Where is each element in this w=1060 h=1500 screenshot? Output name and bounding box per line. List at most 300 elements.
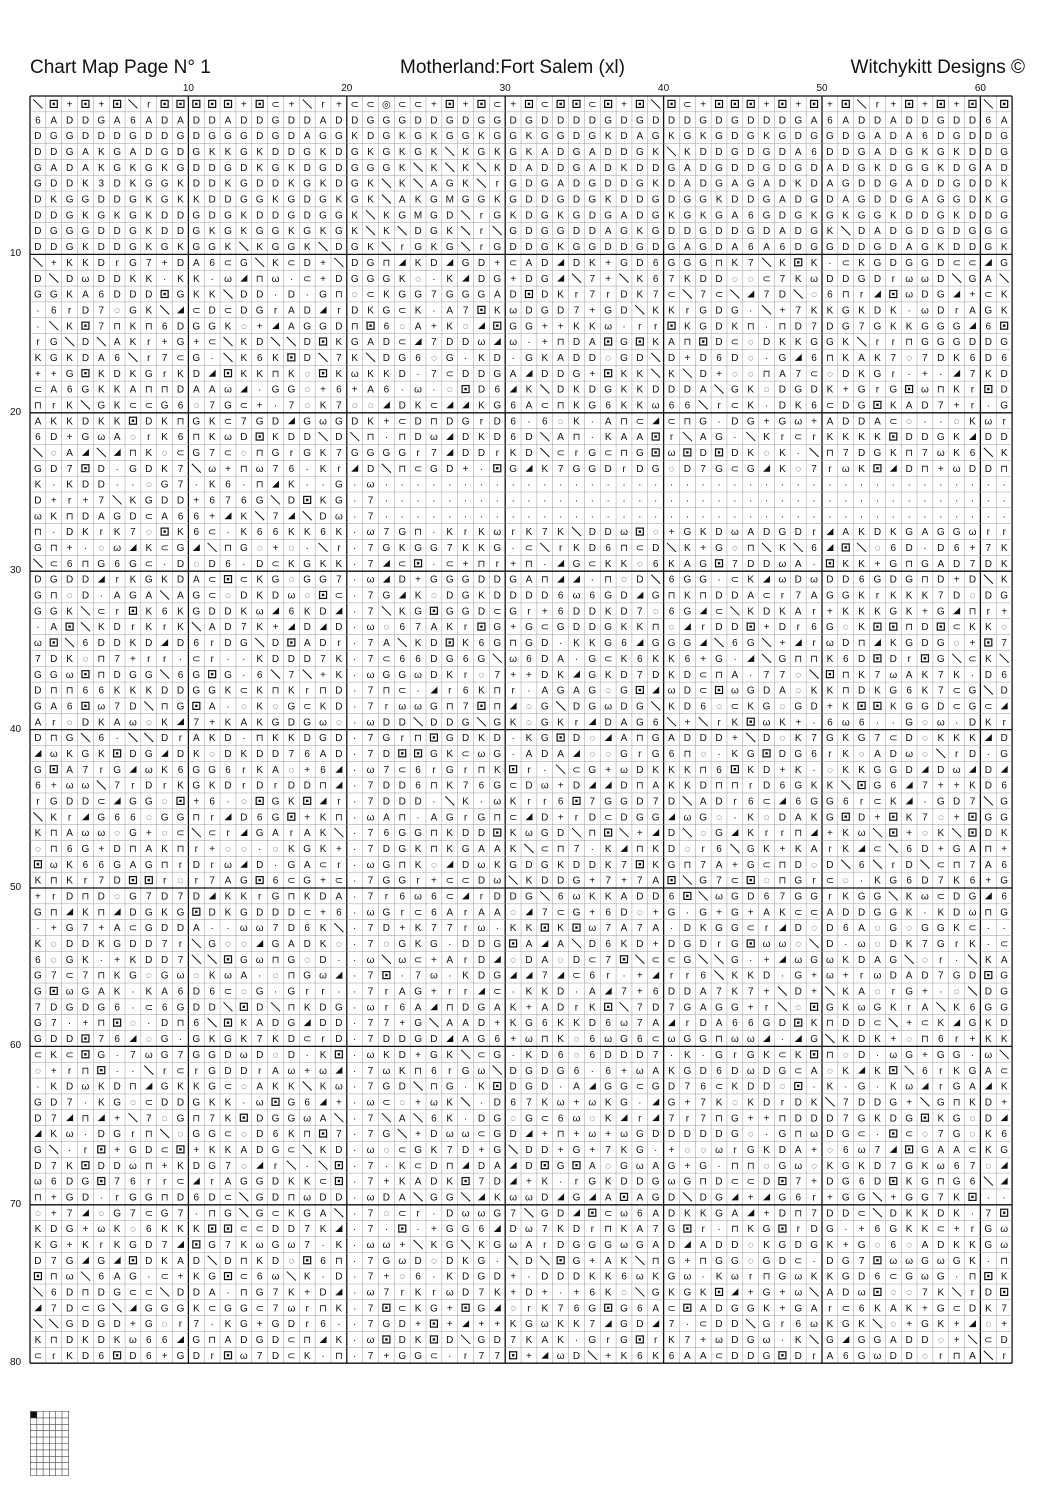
svg-text:◌: ◌ bbox=[146, 1034, 152, 1045]
svg-text:7: 7 bbox=[669, 1319, 675, 1330]
svg-text:G: G bbox=[683, 210, 691, 221]
svg-text:·: · bbox=[353, 591, 356, 602]
svg-text:A: A bbox=[193, 733, 200, 744]
svg-text:A: A bbox=[336, 892, 343, 903]
svg-text:K: K bbox=[621, 1145, 628, 1156]
svg-text:D: D bbox=[82, 717, 89, 728]
svg-text:+: + bbox=[241, 100, 247, 111]
svg-text:⊂: ⊂ bbox=[34, 1050, 42, 1061]
svg-text:G: G bbox=[937, 606, 945, 617]
svg-text:K: K bbox=[478, 1082, 485, 1093]
svg-text:G: G bbox=[367, 448, 375, 459]
svg-text:·: · bbox=[353, 559, 356, 570]
svg-text:6: 6 bbox=[970, 448, 976, 459]
svg-text:⊂: ⊂ bbox=[208, 575, 216, 586]
svg-text:G: G bbox=[731, 923, 739, 934]
svg-text:K: K bbox=[557, 242, 564, 253]
svg-text:6: 6 bbox=[590, 1034, 596, 1045]
svg-text:⊂: ⊂ bbox=[477, 1050, 485, 1061]
svg-text:D: D bbox=[763, 971, 770, 982]
svg-text:⊓: ⊓ bbox=[905, 622, 913, 633]
svg-text:⊓: ⊓ bbox=[382, 686, 390, 697]
svg-text:K: K bbox=[383, 210, 390, 221]
svg-text:K: K bbox=[858, 559, 865, 570]
svg-text:7: 7 bbox=[368, 923, 374, 934]
svg-text:·: · bbox=[353, 1129, 356, 1140]
svg-text:D: D bbox=[335, 115, 342, 126]
svg-text:K: K bbox=[35, 828, 42, 839]
svg-text:K: K bbox=[605, 432, 612, 443]
svg-text:6: 6 bbox=[67, 701, 73, 712]
svg-text:◌: ◌ bbox=[273, 701, 279, 712]
svg-text:G: G bbox=[430, 210, 438, 221]
svg-text:⊓: ⊓ bbox=[240, 464, 248, 475]
svg-text:⊂: ⊂ bbox=[224, 416, 232, 427]
svg-text:+: + bbox=[621, 100, 627, 111]
svg-text:G: G bbox=[256, 496, 264, 507]
svg-text:6: 6 bbox=[716, 1066, 722, 1077]
svg-text:◌: ◌ bbox=[922, 1129, 928, 1140]
svg-text:D: D bbox=[779, 179, 786, 190]
svg-text:+: + bbox=[83, 496, 89, 507]
svg-text:r: r bbox=[606, 290, 610, 301]
svg-text:r: r bbox=[131, 622, 135, 633]
svg-text:ω: ω bbox=[493, 796, 501, 807]
svg-text:G: G bbox=[668, 258, 676, 269]
svg-text:⊓: ⊓ bbox=[683, 337, 691, 348]
svg-text:r: r bbox=[68, 1066, 72, 1077]
svg-text:+: + bbox=[336, 100, 342, 111]
svg-text:K: K bbox=[937, 1288, 944, 1299]
svg-text:D: D bbox=[34, 131, 41, 142]
svg-text:D: D bbox=[462, 115, 469, 126]
svg-text:⊂: ⊂ bbox=[224, 258, 232, 269]
svg-text:◌: ◌ bbox=[383, 622, 389, 633]
svg-text:K: K bbox=[985, 195, 992, 206]
svg-text:·: · bbox=[591, 480, 594, 491]
svg-text:K: K bbox=[747, 1224, 754, 1235]
svg-text:K: K bbox=[605, 195, 612, 206]
svg-text:·: · bbox=[353, 828, 356, 839]
svg-text:G: G bbox=[240, 147, 248, 158]
svg-text:D: D bbox=[446, 464, 453, 475]
svg-text:⊂: ⊂ bbox=[398, 337, 406, 348]
svg-text:·: · bbox=[733, 496, 736, 507]
svg-text:r: r bbox=[163, 1177, 167, 1188]
svg-text:K: K bbox=[446, 1097, 453, 1108]
svg-text:⊓: ⊓ bbox=[256, 480, 264, 491]
svg-text:D: D bbox=[335, 749, 342, 760]
svg-text:·: · bbox=[543, 511, 546, 522]
svg-text:⊂: ⊂ bbox=[287, 1145, 295, 1156]
svg-text:·: · bbox=[496, 496, 499, 507]
svg-text:D: D bbox=[272, 654, 279, 665]
svg-text:A: A bbox=[526, 163, 533, 174]
svg-text:D: D bbox=[937, 131, 944, 142]
svg-text:7: 7 bbox=[368, 1272, 374, 1283]
svg-text:D: D bbox=[525, 274, 532, 285]
svg-text:G: G bbox=[683, 131, 691, 142]
svg-text:D: D bbox=[224, 622, 231, 633]
svg-text:·: · bbox=[527, 337, 530, 348]
svg-text:K: K bbox=[399, 147, 406, 158]
svg-text:G: G bbox=[858, 1192, 866, 1203]
svg-text:G: G bbox=[921, 337, 929, 348]
svg-text:K: K bbox=[668, 305, 675, 316]
svg-text:D: D bbox=[50, 654, 57, 665]
svg-text:·: · bbox=[892, 717, 895, 728]
svg-text:6: 6 bbox=[574, 1066, 580, 1077]
svg-text:G: G bbox=[683, 575, 691, 586]
svg-text:D: D bbox=[684, 923, 691, 934]
svg-text:D: D bbox=[304, 654, 311, 665]
svg-text:G: G bbox=[446, 1224, 454, 1235]
svg-text:G: G bbox=[177, 812, 185, 823]
svg-text:G: G bbox=[905, 638, 913, 649]
svg-text:6: 6 bbox=[225, 480, 231, 491]
svg-text:⊓: ⊓ bbox=[937, 385, 945, 396]
svg-text:K: K bbox=[415, 638, 422, 649]
svg-text:G: G bbox=[383, 115, 391, 126]
svg-text:⊓: ⊓ bbox=[747, 543, 755, 554]
svg-text:D: D bbox=[494, 353, 501, 364]
svg-text:K: K bbox=[272, 353, 279, 364]
svg-text:K: K bbox=[716, 1272, 723, 1283]
svg-text:·: · bbox=[84, 1097, 87, 1108]
svg-text:G: G bbox=[82, 844, 90, 855]
svg-text:·: · bbox=[274, 290, 277, 301]
svg-text:ω: ω bbox=[683, 1272, 691, 1283]
svg-text:·: · bbox=[765, 496, 768, 507]
svg-text:G: G bbox=[351, 337, 359, 348]
svg-text:D: D bbox=[193, 987, 200, 998]
svg-text:G: G bbox=[620, 337, 628, 348]
svg-text:ω: ω bbox=[858, 828, 866, 839]
svg-text:◌: ◌ bbox=[653, 527, 659, 538]
svg-text:⊓: ⊓ bbox=[826, 1018, 834, 1029]
svg-text:G: G bbox=[414, 987, 422, 998]
svg-text:7: 7 bbox=[67, 1097, 73, 1108]
svg-text:·: · bbox=[781, 480, 784, 491]
svg-text:7: 7 bbox=[938, 1129, 944, 1140]
svg-text:⊂: ⊂ bbox=[968, 1145, 976, 1156]
svg-text:6: 6 bbox=[827, 290, 833, 301]
svg-text:r: r bbox=[812, 638, 816, 649]
svg-text:G: G bbox=[430, 939, 438, 950]
svg-text:D: D bbox=[779, 622, 786, 633]
svg-text:G: G bbox=[573, 369, 581, 380]
svg-text:D: D bbox=[98, 1129, 105, 1140]
svg-text:K: K bbox=[827, 781, 834, 792]
svg-text:·: · bbox=[892, 496, 895, 507]
svg-text:D: D bbox=[937, 179, 944, 190]
svg-text:r: r bbox=[496, 448, 500, 459]
svg-text:D: D bbox=[937, 274, 944, 285]
svg-text:D: D bbox=[304, 163, 311, 174]
svg-text:K: K bbox=[462, 179, 469, 190]
svg-text:+: + bbox=[732, 733, 738, 744]
svg-text:D: D bbox=[177, 559, 184, 570]
svg-text:K: K bbox=[541, 1177, 548, 1188]
svg-text:ω: ω bbox=[921, 274, 929, 285]
svg-text:K: K bbox=[652, 844, 659, 855]
svg-text:D: D bbox=[795, 987, 802, 998]
svg-text:D: D bbox=[525, 781, 532, 792]
column-number-label: 10 bbox=[183, 84, 194, 94]
svg-text:◌: ◌ bbox=[304, 369, 310, 380]
svg-text:G: G bbox=[145, 575, 153, 586]
svg-text:+: + bbox=[494, 258, 500, 269]
svg-text:D: D bbox=[636, 892, 643, 903]
svg-text:6: 6 bbox=[1001, 781, 1007, 792]
svg-text:G: G bbox=[969, 1066, 977, 1077]
svg-text:K: K bbox=[827, 654, 834, 665]
svg-text:K: K bbox=[82, 527, 89, 538]
svg-text:K: K bbox=[367, 416, 374, 427]
svg-text:⊓: ⊓ bbox=[446, 1161, 454, 1172]
svg-text:D: D bbox=[288, 717, 295, 728]
svg-text:K: K bbox=[209, 781, 216, 792]
svg-text:D: D bbox=[620, 670, 627, 681]
svg-text:K: K bbox=[177, 1161, 184, 1172]
svg-text:G: G bbox=[541, 179, 549, 190]
svg-text:⊂: ⊂ bbox=[461, 749, 469, 760]
svg-text:A: A bbox=[399, 1113, 406, 1124]
svg-text:7: 7 bbox=[83, 971, 89, 982]
svg-text:7: 7 bbox=[114, 654, 120, 665]
svg-text:r: r bbox=[448, 987, 452, 998]
svg-text:D: D bbox=[842, 242, 849, 253]
svg-text:◌: ◌ bbox=[764, 876, 770, 887]
svg-text:G: G bbox=[446, 812, 454, 823]
svg-text:6: 6 bbox=[558, 796, 564, 807]
svg-text:G: G bbox=[256, 987, 264, 998]
svg-text:⊓: ⊓ bbox=[335, 812, 343, 823]
svg-text:A: A bbox=[288, 321, 295, 332]
svg-text:⊓: ⊓ bbox=[620, 416, 628, 427]
svg-text:ω: ω bbox=[905, 274, 913, 285]
svg-text:D: D bbox=[715, 321, 722, 332]
svg-text:⊂: ⊂ bbox=[541, 1113, 549, 1124]
svg-text:⊓: ⊓ bbox=[192, 432, 200, 443]
svg-text:◌: ◌ bbox=[225, 591, 231, 602]
svg-text:⊂: ⊂ bbox=[731, 400, 739, 411]
svg-text:K: K bbox=[336, 337, 343, 348]
svg-text:⊂: ⊂ bbox=[699, 670, 707, 681]
svg-text:⊂: ⊂ bbox=[319, 860, 327, 871]
svg-text:◌: ◌ bbox=[764, 448, 770, 459]
svg-text:G: G bbox=[113, 939, 121, 950]
svg-text:G: G bbox=[161, 480, 169, 491]
svg-text:6: 6 bbox=[1001, 860, 1007, 871]
svg-text:+: + bbox=[779, 1303, 785, 1314]
svg-text:·: · bbox=[559, 1082, 562, 1093]
svg-text:·: · bbox=[907, 496, 910, 507]
svg-text:⊂: ⊂ bbox=[889, 1272, 897, 1283]
svg-text:D: D bbox=[161, 210, 168, 221]
svg-text:G: G bbox=[462, 1224, 470, 1235]
svg-text:6: 6 bbox=[399, 892, 405, 903]
svg-text:G: G bbox=[192, 321, 200, 332]
svg-text:A: A bbox=[827, 416, 834, 427]
svg-text:K: K bbox=[827, 385, 834, 396]
svg-text:G: G bbox=[34, 591, 42, 602]
svg-text:D: D bbox=[890, 163, 897, 174]
svg-text:7: 7 bbox=[1001, 638, 1007, 649]
svg-text:G: G bbox=[462, 1066, 470, 1077]
svg-text:ω: ω bbox=[889, 1050, 897, 1061]
svg-text:6: 6 bbox=[415, 781, 421, 792]
svg-text:G: G bbox=[208, 1129, 216, 1140]
svg-text:G: G bbox=[161, 400, 169, 411]
svg-text:D: D bbox=[937, 1208, 944, 1219]
svg-text:·: · bbox=[306, 290, 309, 301]
svg-text:K: K bbox=[763, 1145, 770, 1156]
svg-text:7: 7 bbox=[336, 400, 342, 411]
svg-text:K: K bbox=[256, 701, 263, 712]
svg-text:D: D bbox=[969, 131, 976, 142]
svg-text:D: D bbox=[114, 844, 121, 855]
svg-text:A: A bbox=[700, 1303, 707, 1314]
svg-text:G: G bbox=[50, 1240, 58, 1251]
svg-text:D: D bbox=[668, 987, 675, 998]
svg-text:·: · bbox=[527, 416, 530, 427]
svg-text:7: 7 bbox=[130, 1208, 136, 1219]
svg-text:G: G bbox=[256, 1288, 264, 1299]
svg-text:A: A bbox=[906, 670, 913, 681]
svg-text:D: D bbox=[525, 955, 532, 966]
svg-text:D: D bbox=[842, 1208, 849, 1219]
svg-text:6: 6 bbox=[621, 638, 627, 649]
svg-text:D: D bbox=[763, 1066, 770, 1077]
svg-text:A: A bbox=[193, 575, 200, 586]
svg-text:K: K bbox=[145, 210, 152, 221]
svg-text:⊓: ⊓ bbox=[731, 1161, 739, 1172]
svg-text:K: K bbox=[145, 226, 152, 237]
svg-text:⊂: ⊂ bbox=[34, 385, 42, 396]
svg-text:+: + bbox=[653, 939, 659, 950]
svg-text:⊓: ⊓ bbox=[367, 432, 375, 443]
svg-text:D: D bbox=[906, 765, 913, 776]
svg-text:ω: ω bbox=[636, 1066, 644, 1077]
svg-text:A: A bbox=[462, 1034, 469, 1045]
svg-text:6: 6 bbox=[35, 781, 41, 792]
svg-text:K: K bbox=[747, 812, 754, 823]
svg-text:D: D bbox=[462, 1145, 469, 1156]
svg-text:D: D bbox=[715, 733, 722, 744]
svg-text:r: r bbox=[907, 1002, 911, 1013]
svg-text:+: + bbox=[431, 955, 437, 966]
svg-text:⊂: ⊂ bbox=[794, 907, 802, 918]
svg-text:D: D bbox=[652, 242, 659, 253]
svg-text:K: K bbox=[779, 543, 786, 554]
svg-text:G: G bbox=[192, 606, 200, 617]
svg-text:K: K bbox=[399, 163, 406, 174]
svg-text:D: D bbox=[620, 115, 627, 126]
svg-text:G: G bbox=[858, 195, 866, 206]
svg-text:·: · bbox=[353, 1161, 356, 1172]
svg-text:K: K bbox=[478, 1240, 485, 1251]
svg-text:K: K bbox=[66, 1161, 73, 1172]
svg-text:K: K bbox=[890, 591, 897, 602]
svg-text:K: K bbox=[241, 369, 248, 380]
svg-text:K: K bbox=[589, 638, 596, 649]
svg-text:A: A bbox=[589, 337, 596, 348]
svg-text:·: · bbox=[242, 654, 245, 665]
svg-text:D: D bbox=[34, 733, 41, 744]
svg-text:r: r bbox=[828, 464, 832, 475]
svg-text:⊂: ⊂ bbox=[604, 1208, 612, 1219]
svg-text:D: D bbox=[779, 385, 786, 396]
svg-text:K: K bbox=[209, 226, 216, 237]
svg-text:D: D bbox=[430, 1177, 437, 1188]
svg-text:⊓: ⊓ bbox=[921, 1034, 929, 1045]
svg-text:7: 7 bbox=[811, 321, 817, 332]
svg-text:K: K bbox=[256, 591, 263, 602]
svg-text:7: 7 bbox=[162, 1240, 168, 1251]
svg-text:+: + bbox=[605, 1129, 611, 1140]
svg-text:G: G bbox=[874, 258, 882, 269]
svg-text:◌: ◌ bbox=[399, 321, 405, 332]
svg-text:G: G bbox=[889, 907, 897, 918]
svg-text:K: K bbox=[732, 258, 739, 269]
svg-text:·: · bbox=[670, 1050, 673, 1061]
svg-text:+: + bbox=[257, 400, 263, 411]
svg-text:K: K bbox=[842, 210, 849, 221]
svg-text:·: · bbox=[511, 733, 514, 744]
svg-text:G: G bbox=[747, 1145, 755, 1156]
svg-text:⊓: ⊓ bbox=[699, 765, 707, 776]
svg-text:◌: ◌ bbox=[415, 274, 421, 285]
svg-text:◌: ◌ bbox=[273, 844, 279, 855]
svg-text:G: G bbox=[161, 1082, 169, 1093]
svg-text:G: G bbox=[97, 400, 105, 411]
svg-text:D: D bbox=[842, 638, 849, 649]
svg-text:D: D bbox=[652, 1002, 659, 1013]
svg-text:D: D bbox=[161, 1097, 168, 1108]
svg-text:K: K bbox=[320, 1145, 327, 1156]
svg-text:·: · bbox=[353, 480, 356, 491]
svg-text:⊓: ⊓ bbox=[921, 464, 929, 475]
svg-text:G: G bbox=[367, 163, 375, 174]
svg-text:G: G bbox=[937, 226, 945, 237]
column-number-label: 40 bbox=[658, 84, 669, 94]
svg-text:D: D bbox=[224, 749, 231, 760]
svg-text:G: G bbox=[383, 1319, 391, 1330]
svg-text:⊂: ⊂ bbox=[778, 1050, 786, 1061]
svg-text:+: + bbox=[605, 765, 611, 776]
svg-text:D: D bbox=[890, 258, 897, 269]
svg-text:K: K bbox=[66, 290, 73, 301]
svg-text:·: · bbox=[401, 971, 404, 982]
svg-text:G: G bbox=[192, 210, 200, 221]
svg-text:D: D bbox=[399, 796, 406, 807]
svg-text:·: · bbox=[559, 480, 562, 491]
svg-text:⊂: ⊂ bbox=[398, 1303, 406, 1314]
svg-text:ω: ω bbox=[604, 1034, 612, 1045]
svg-text:G: G bbox=[287, 195, 295, 206]
svg-text:6: 6 bbox=[938, 1034, 944, 1045]
svg-text:⊂: ⊂ bbox=[271, 559, 279, 570]
svg-text:ω: ω bbox=[367, 670, 375, 681]
svg-text:6: 6 bbox=[653, 987, 659, 998]
svg-text:⊓: ⊓ bbox=[842, 686, 850, 697]
svg-text:◌: ◌ bbox=[146, 527, 152, 538]
svg-text:D: D bbox=[177, 1192, 184, 1203]
svg-text:r: r bbox=[385, 987, 389, 998]
svg-text:K: K bbox=[700, 1208, 707, 1219]
svg-text:+: + bbox=[811, 987, 817, 998]
